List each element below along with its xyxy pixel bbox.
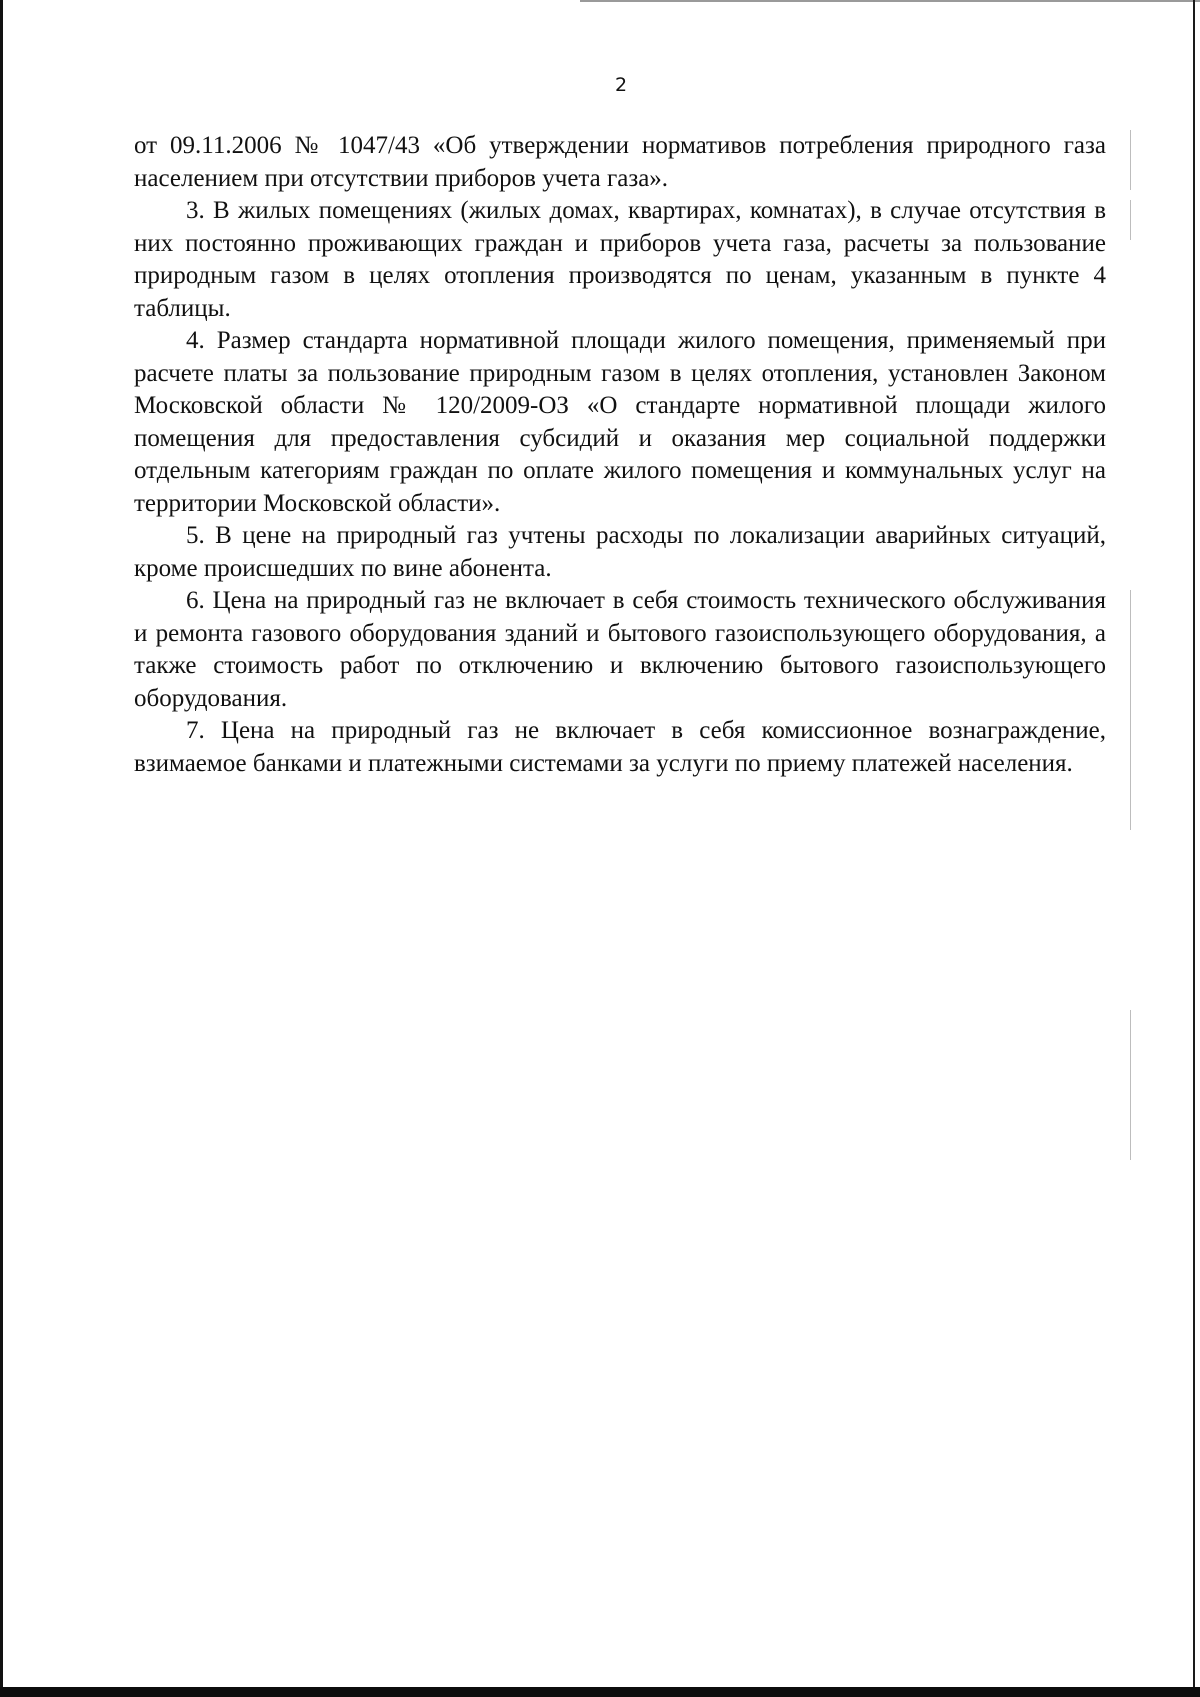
scan-margin-line bbox=[1130, 200, 1131, 240]
paragraph-continuation: от 09.11.2006 № 1047/43 «Об утверждении нормативов потребления природного газа населением при отсутствии приборов учета газа». bbox=[134, 132, 1106, 192]
paragraph-item-7: 7. Цена на природный газ не включает в себя комиссионное вознаграждение, взимаемое банками и платежными системами за услуги по приему платежей населения. bbox=[134, 717, 1106, 777]
scan-edge-bottom bbox=[0, 1687, 1200, 1697]
paragraph-item-5: 5. В цене на природный газ учтены расходы по локализации аварийных ситуаций, кроме происшедших по вине абонента. bbox=[134, 522, 1106, 582]
scan-margin-line bbox=[1130, 590, 1131, 830]
paragraph-item-6: 6. Цена на природный газ не включает в себя стоимость технического обслуживания и ремонта газового оборудования зданий и бытового газоиспользующего оборудования, а также стоимость работ по отключению и включению бытового газоиспользующего оборудования. bbox=[134, 587, 1106, 712]
page-number: 2 bbox=[614, 74, 628, 96]
scan-margin-line bbox=[1130, 130, 1131, 190]
paragraph-item-3: 3. В жилых помещениях (жилых домах, квартирах, комнатах), в случае отсутствия в них постоянно проживающих граждан и приборов учета газа, расчеты за пользование природным газом в целях отопления производятся по ценам, указанным в пункте 4 таблицы. bbox=[134, 197, 1106, 322]
document-body bbox=[134, 130, 1106, 780]
scan-margin-line bbox=[1130, 1010, 1131, 1160]
scan-edge-top bbox=[580, 0, 1200, 2]
scan-edge-right bbox=[1193, 0, 1195, 1697]
scan-edge-left bbox=[0, 0, 3, 1697]
paragraph-item-4: 4. Размер стандарта нормативной площади жилого помещения, применяемый при расчете платы за пользование природным газом в целях отопления, установлен Законом Московской области № 120/2009-ОЗ «О стандарте нормативной площади жилого помещения для предоставления субсидий и оказания мер социальной поддержки отдельным категориям граждан по оплате жилого помещения и коммунальных услуг на территории Московской области». bbox=[134, 327, 1106, 517]
